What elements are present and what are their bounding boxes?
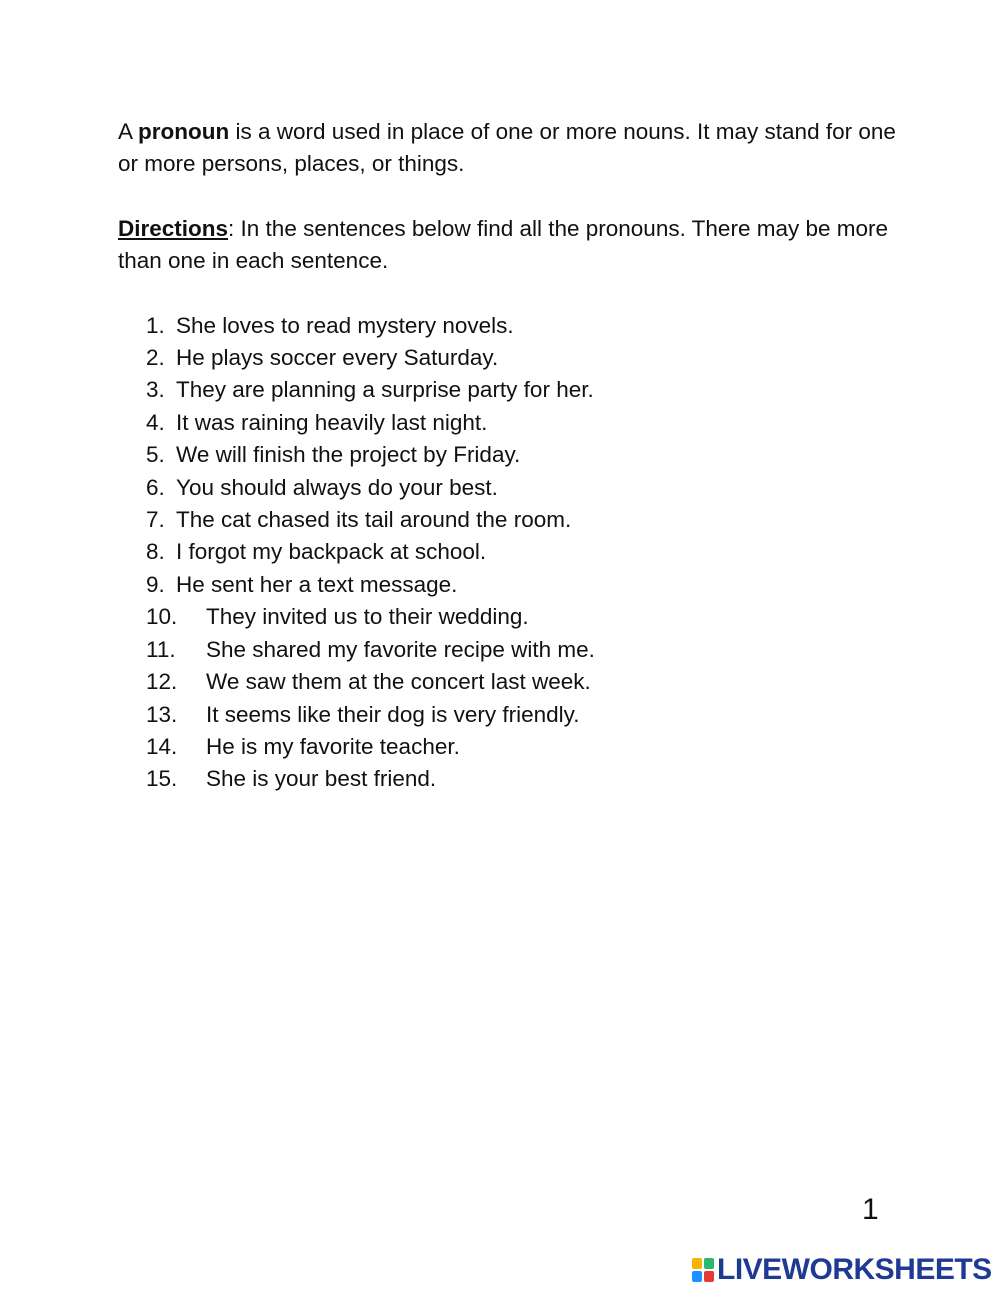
- list-item: [146, 439, 898, 471]
- list-item: [146, 666, 898, 698]
- item-number: 10.: [146, 604, 178, 630]
- item-text: She shared my favorite recipe with me.: [206, 636, 595, 662]
- logo-grid-icon: [692, 1258, 714, 1282]
- item-text: It seems like their dog is very friendly.: [206, 701, 580, 727]
- list-item: [146, 699, 898, 731]
- page-number: 1: [862, 1193, 879, 1226]
- item-number: 11.: [146, 636, 176, 662]
- logo-square: [692, 1271, 702, 1282]
- item-text: She loves to read mystery novels.: [176, 312, 514, 338]
- list-item: [146, 536, 898, 568]
- sentence-list: [118, 310, 898, 796]
- item-number: 8.: [146, 539, 165, 565]
- list-item: [146, 763, 898, 795]
- intro-paragraph: [118, 116, 898, 181]
- item-number: 4.: [146, 409, 165, 435]
- directions-paragraph: [118, 213, 898, 278]
- list-item: [146, 342, 898, 374]
- logo-square: [704, 1271, 714, 1282]
- directions-label: Directions: [118, 215, 229, 241]
- item-text: They are planning a surprise party for her.: [176, 377, 594, 403]
- item-number: 3.: [146, 377, 165, 403]
- intro-prefix: A: [118, 119, 139, 144]
- item-text: They invited us to their wedding.: [206, 604, 529, 630]
- list-item: [146, 634, 898, 666]
- intro-definition: is a word used in place of one or more nouns. It may stand for one or more persons, places, or things.: [118, 119, 896, 177]
- list-item: [146, 601, 898, 633]
- item-text: We saw them at the concert last week.: [206, 669, 591, 695]
- item-number: 1.: [146, 312, 165, 338]
- item-number: 6.: [146, 474, 165, 500]
- item-number: 5.: [146, 442, 165, 468]
- item-text: We will finish the project by Friday.: [176, 442, 521, 468]
- logo-square: [704, 1258, 714, 1269]
- list-item: [146, 731, 898, 763]
- item-text: The cat chased its tail around the room.: [176, 507, 572, 533]
- item-text: I forgot my backpack at school.: [176, 539, 487, 565]
- item-number: 9.: [146, 571, 165, 597]
- item-number: 7.: [146, 507, 165, 533]
- list-item: [146, 472, 898, 504]
- item-number: 2.: [146, 345, 165, 371]
- pronoun-term: pronoun: [138, 119, 230, 144]
- logo-text: LIVEWORKSHEETS: [717, 1253, 992, 1286]
- list-item: [146, 504, 898, 536]
- item-number: 12.: [146, 669, 178, 695]
- directions-text: : In the sentences below find all the pronouns. There may be more than one in each sentence.: [118, 215, 889, 274]
- logo-square: [692, 1258, 702, 1269]
- item-text: He is my favorite teacher.: [206, 733, 460, 759]
- item-text: You should always do your best.: [176, 474, 498, 500]
- item-text: He sent her a text message.: [176, 571, 458, 597]
- item-number: 15.: [146, 766, 178, 792]
- item-text: She is your best friend.: [206, 766, 437, 792]
- list-item: [146, 374, 898, 406]
- liveworksheets-logo: [692, 1253, 992, 1287]
- list-item: [146, 407, 898, 439]
- worksheet-content: [118, 116, 898, 796]
- item-number: 14.: [146, 733, 178, 759]
- item-number: 13.: [146, 701, 178, 727]
- item-text: It was raining heavily last night.: [176, 409, 488, 435]
- list-item: [146, 569, 898, 601]
- item-text: He plays soccer every Saturday.: [176, 345, 499, 371]
- list-item: [146, 310, 898, 342]
